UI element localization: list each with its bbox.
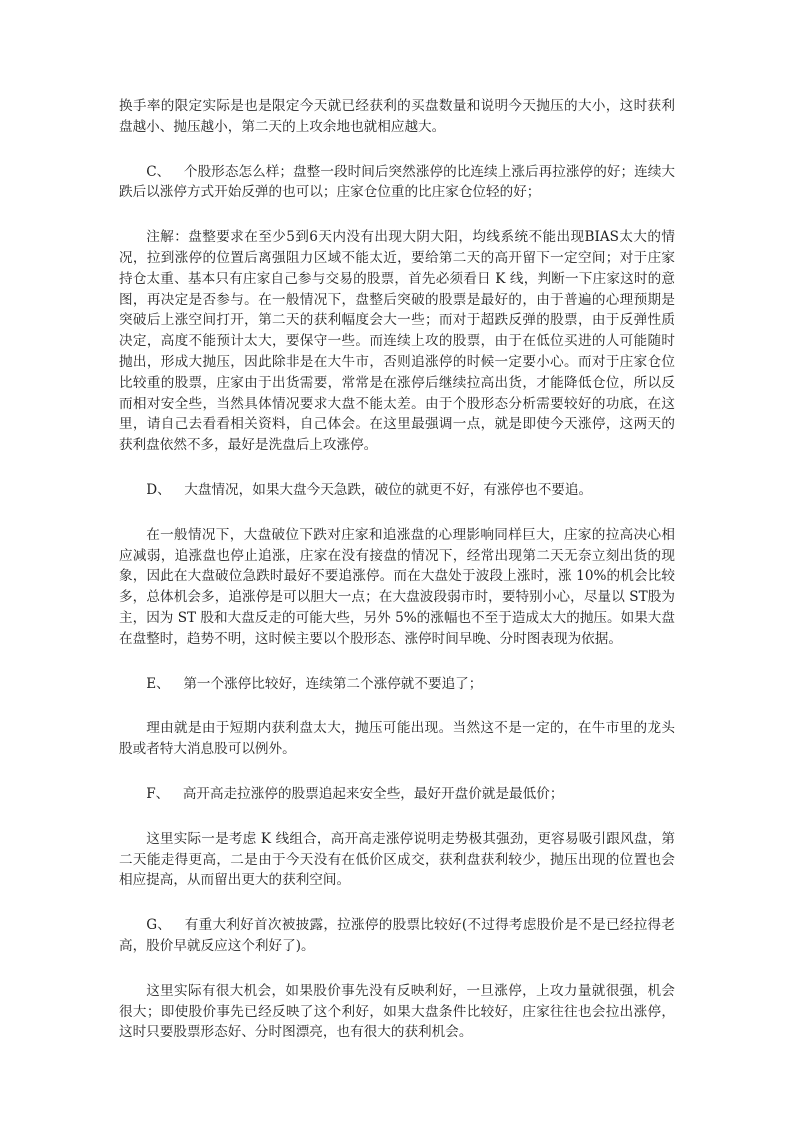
paragraph-turnover-intro: 换手率的限定实际是也是限定今天就已经获利的买盘数量和说明今天抛压的大小，这时获利盘越小、抛压越小，第二天的上攻余地也就相应越大。 [119,98,675,135]
paragraph-g-explanation: 这里实际有很大机会，如果股价事先没有反映利好，一旦涨停，上攻力量就很强，机会很大；即使股价事先已经反映了这个利好，如果大盘条件比较好，庄家往往也会拉出涨停，这时只要股票形态好、分时图漂亮，也有很大的获利机会。 [119,982,675,1041]
heading-g-major-news [119,915,675,957]
heading-label: G、 [146,917,172,934]
heading-text: 高开高走拉涨停的股票追起来安全些，最好开盘价就是最低价； [182,785,564,802]
heading-e-first-limit-up [119,674,675,695]
heading-d-market-condition [119,480,675,501]
document-page [119,96,675,1067]
heading-f-high-open [119,784,675,805]
heading-label: E、 [146,675,170,692]
paragraph-d-explanation: 在一般情况下，大盘破位下跌对庄家和追涨盘的心理影响同样巨大，庄家的拉高决心相应减弱，追涨盘也停止追涨，庄家在没有接盘的情况下，经常出现第二天无奈立刻出货的现象，因此在大盘破位急跌时最好不要追涨停。而在大盘处于波段上涨时，涨 10%的机会比较多，总体机会多，追涨停是可以胆大一点；在大盘波段弱市时，要特别小心，尽量以 ST股为主，因为 ST 股和大盘反走的可能大些，另外 5%的涨幅也不至于造成太大的抛压。如果大盘在盘整时，趋势不明，这时候主要以个股形态、涨停时间早晚、分时图表现为依据。 [119,526,675,647]
paragraph-c-notes: 注解：盘整要求在至少5到6天内没有出现大阴大阳，均线系统不能出现BIAS太大的情况，拉到涨停的位置后离强阻力区域不能太近，要给第二天的高开留下一定空间；对于庄家持仓太重、基本只有庄家自己参与交易的股票，首先必须看日 K 线，判断一下庄家这时的意图，再决定是否参与。在一般情况下，盘整后突破的股票是最好的，由于普遍的心理预期是突破后上涨空间打开，第二天的获利幅度会大一些；而对于超跌反弹的股票，由于反弹性质决定，高度不能预计太大，要保守一些。而连续上攻的股票，由于在低位买进的人可能随时抛出，形成大抛压，因此除非是在大牛市，否则追涨停的时候一定要小心。而对于庄家仓位比较重的股票，庄家由于出货需要，常常是在涨停后继续拉高出货，才能降低仓位，所以反而相对安全些，当然具体情况要求大盘不能太差。由于个股形态分析需要较好的功底，在这里，请自己去看看相关资料，自己体会。在这里最强调一点，就是即使今天涨停，这两天的获利盘依然不多，最好是洗盘后上攻涨停。 [119,229,675,454]
heading-label: F、 [146,785,170,802]
heading-label: D、 [146,481,171,498]
heading-text: 大盘情况，如果大盘今天急跌，破位的就更不好，有涨停也不要追。 [184,481,593,498]
heading-text: 有重大利好首次被披露，拉涨停的股票比较好(不过得考虑股价是不是已经拉得老高，股价早就反应这个利好了)。 [119,917,675,954]
heading-text: 个股形态怎么样；盘整一段时间后突然涨停的比连续上涨后再拉涨停的好；连续大跌后以涨停方式开始反弹的也可以；庄家仓位重的比庄家仓位轻的好； [119,163,676,201]
heading-label: C、 [146,163,171,180]
paragraph-e-reason: 理由就是由于短期内获利盘太大，抛压可能出现。当然这不是一定的，在牛市里的龙头股或者特大消息股可以例外。 [119,720,675,758]
paragraph-f-explanation: 这里实际一是考虑 K 线组合，高开高走涨停说明走势极其强劲，更容易吸引跟风盘，第二天能走得更高，二是由于今天没有在低价区成交，获利盘获利较少，抛压出现的位置也会相应提高，从而留出更大的获利空间。 [119,830,675,889]
heading-text: 第一个涨停比较好，连续第二个涨停就不要追了； [183,675,483,692]
heading-c-stock-pattern [119,162,675,204]
